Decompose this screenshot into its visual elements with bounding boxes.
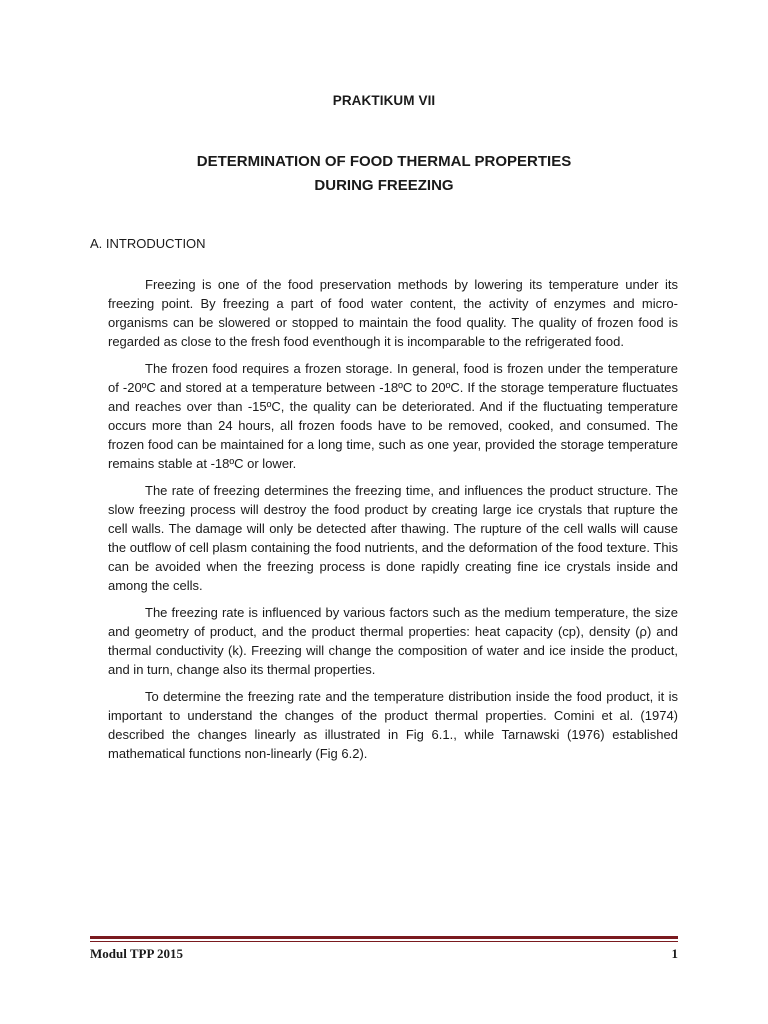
page-title-line-1: DETERMINATION OF FOOD THERMAL PROPERTIES — [196, 153, 572, 170]
praktikum-label: PRAKTIKUM VII — [332, 93, 436, 108]
footer-rule-thick — [90, 936, 678, 939]
paragraph: The rate of freezing determines the freezing time, and influences the product structure. The slow freezing process will destroy the food product by creating large ice crystals that rupture the cell walls. The damage will only be detected after thawing. The rupture of the cell walls will cause the outflow of cell plasm containing the food nutrients, and the deformation of the food texture. This can be avoided when the freezing process is done rapidly creating fine ice crystals inside and among the cells. — [108, 483, 678, 593]
page-title — [0, 150, 768, 198]
footer-module-label: Modul TPP 2015 — [90, 946, 183, 961]
section-heading: A. INTRODUCTION — [90, 236, 206, 251]
paragraph: The frozen food requires a frozen storage. In general, food is frozen under the temperature of -20ºC and stored at a temperature between -18ºC to 20ºC. If the storage temperature fluctuates and reaches over than -15ºC, the quality can be deteriorated. And if the fluctuating temperature occurs more than 24 hours, all frozen foods have to be removed, cooked, and consumed. The frozen food can be maintained for a long time, such as one year, provided the storage temperature remains stable at -18ºC or lower. — [108, 361, 678, 471]
page-title-line-2: DURING FREEZING — [314, 177, 454, 194]
paragraph: The freezing rate is influenced by various factors such as the medium temperature, the size and geometry of product, and the product thermal properties: heat capacity (cp), density (ρ) and thermal conductivity (k). Freezing will change the composition of water and ice inside the product, and in turn, change also its thermal properties. — [108, 605, 678, 677]
footer-rule-thin — [90, 941, 678, 942]
paragraph: Freezing is one of the food preservation methods by lowering its temperature under its freezing point. By freezing a part of food water content, the activity of enzymes and micro-organisms can be slowered or stopped to maintain the food quality. The quality of frozen food is regarded as close to the fresh food eventhough it is incomparable to the refrigerated food. — [108, 277, 678, 349]
body-text — [108, 275, 678, 771]
paragraph: To determine the freezing rate and the temperature distribution inside the food product, it is important to understand the changes of the product thermal properties. Comini et al. (1974) described the changes linearly as illustrated in Fig 6.1., while Tarnawski (1976) established mathematical functions non-linearly (Fig 6.2). — [108, 689, 678, 761]
page-number: 1 — [671, 946, 678, 961]
